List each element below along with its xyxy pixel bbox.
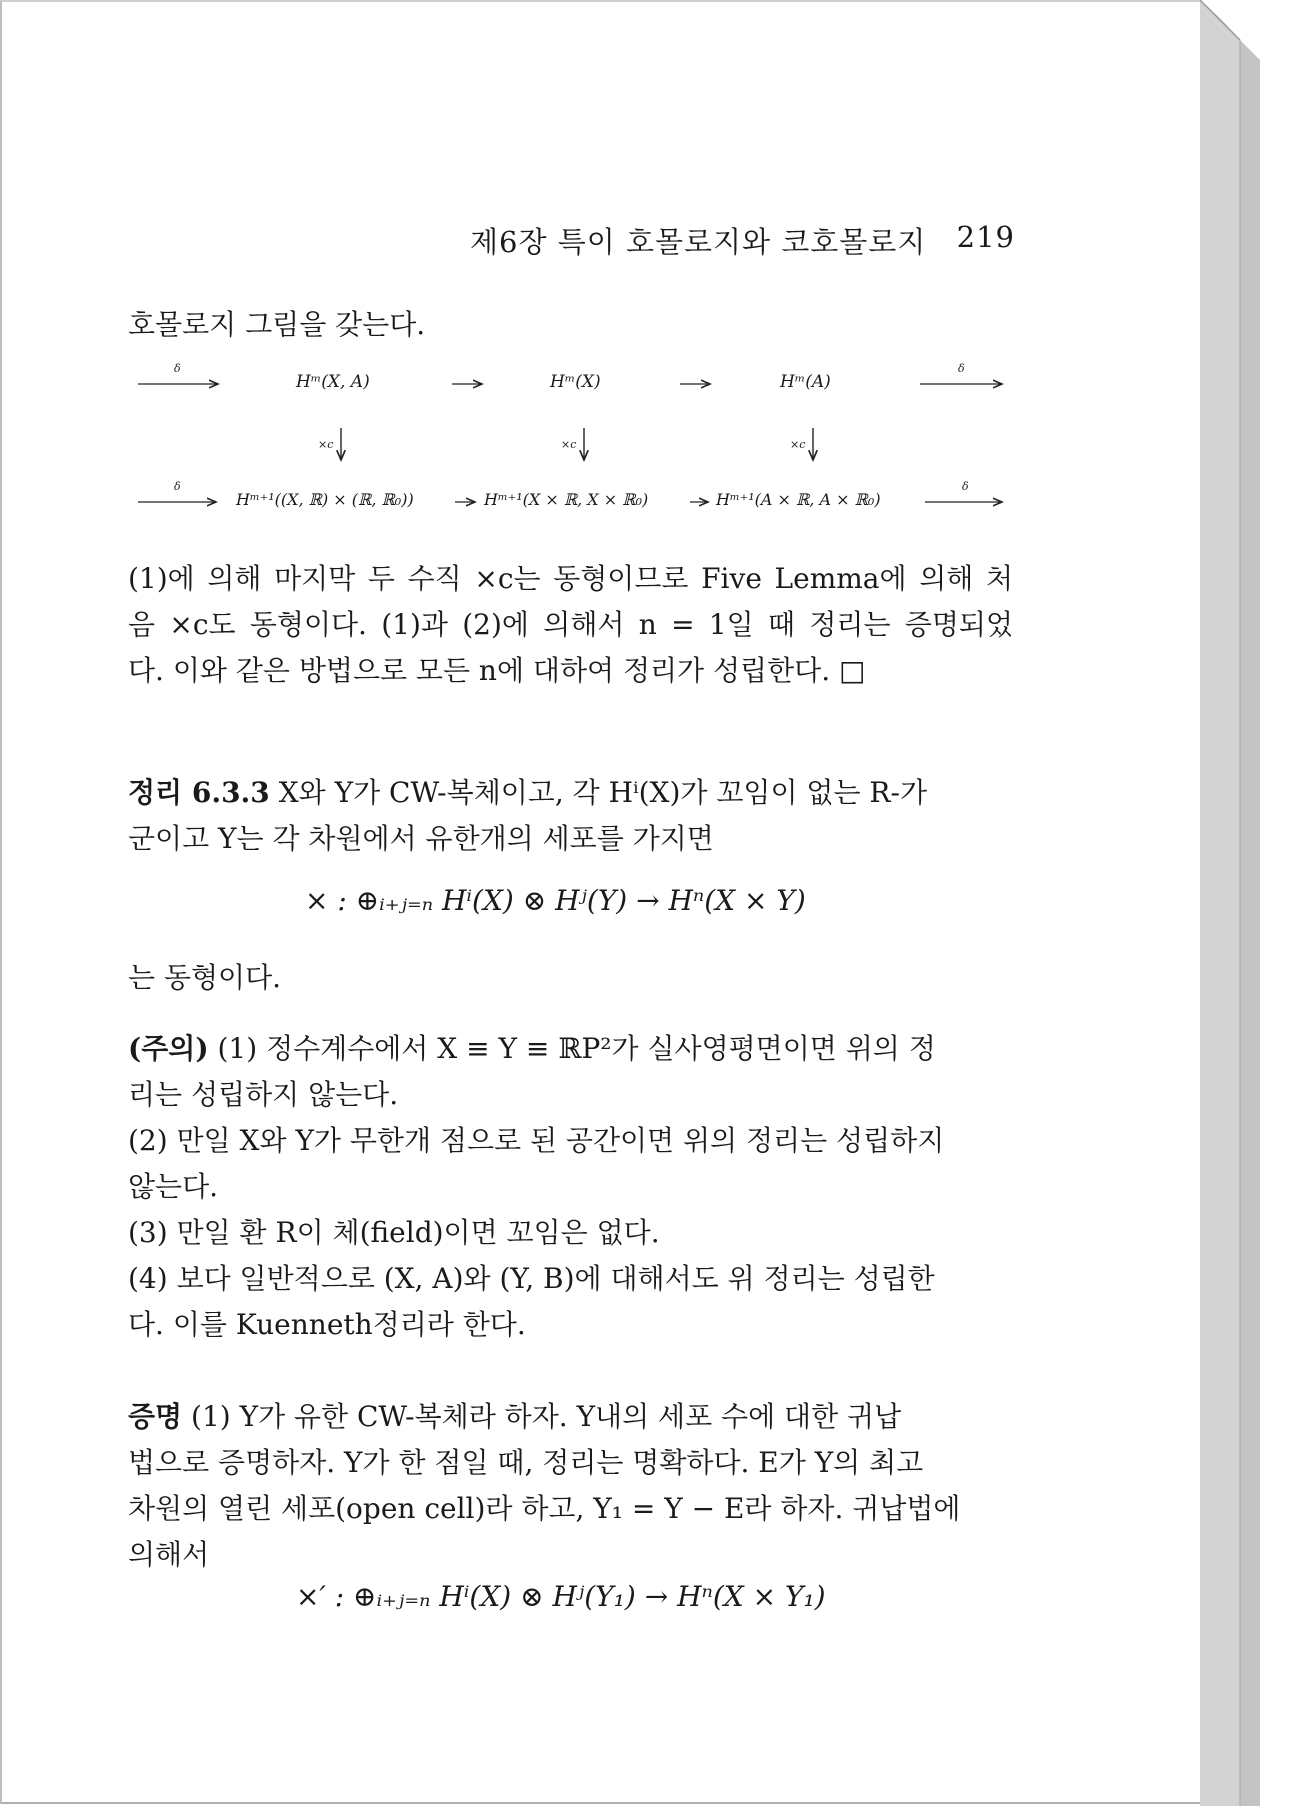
para1-line2: 음 ×c도 동형이다. (1)과 (2)에 의해서 n = 1일 때 정리는 증명되었 <box>128 608 1013 641</box>
proof-formula: ×′ : ⊕ᵢ₊ⱼ₌ₙ Hⁱ(X) ⊗ Hʲ(Y₁) → Hⁿ(X × Y₁) <box>296 1580 826 1613</box>
node-top-3: Hᵐ(A) <box>780 372 831 392</box>
intro-line: 호몰로지 그림을 갖는다. <box>128 308 426 341</box>
delta-label-bottom-right: δ <box>962 480 969 493</box>
theorem-line2: 군이고 Y는 각 차원에서 유한개의 세포를 가지면 <box>128 822 714 855</box>
remark-line3: (2) 만일 X와 Y가 무한개 점으로 된 공간이면 위의 정리는 성립하지 <box>128 1124 945 1157</box>
proof-line2: 법으로 증명하자. Y가 한 점일 때, 정리는 명확하다. E가 Y의 최고 <box>128 1446 924 1479</box>
commutative-diagram <box>130 360 1010 520</box>
delta-label-top-right: δ <box>958 362 965 375</box>
proof-line3: 차원의 열린 세포(open cell)라 하고, Y₁ = Y − E라 하자. 귀납법에 <box>128 1492 961 1525</box>
book-edge <box>1200 0 1260 1806</box>
theorem-label: 정리 6.3.3 <box>128 776 270 809</box>
remark-line4: 않는다. <box>128 1170 219 1203</box>
chapter-title: 제6장 특이 호몰로지와 코호몰로지 <box>470 225 927 259</box>
times-c-label-3: ×c <box>790 438 806 451</box>
remark-line2: 리는 성립하지 않는다. <box>128 1078 399 1111</box>
proof-text-1: (1) Y가 유한 CW-복체라 하자. Y내의 세포 수에 대한 귀납 <box>191 1400 902 1433</box>
remark-line6: (4) 보다 일반적으로 (X, A)와 (Y, B)에 대해서도 위 정리는 성립한 <box>128 1262 935 1295</box>
delta-label-bottom-left: δ <box>174 480 181 493</box>
para1-line1: (1)에 의해 마지막 두 수직 ×c는 동형이므로 Five Lemma에 의해 처 <box>128 562 1014 595</box>
node-bottom-1: Hᵐ⁺¹((X, ℝ) × (ℝ, ℝ₀)) <box>236 490 414 509</box>
times-c-label-2: ×c <box>561 438 577 451</box>
theorem-formula: × : ⊕ᵢ₊ⱼ₌ₙ Hⁱ(X) ⊗ Hʲ(Y) → Hⁿ(X × Y) <box>305 884 806 917</box>
proof-label: 증명 <box>128 1400 183 1433</box>
node-bottom-2: Hᵐ⁺¹(X × ℝ, X × ℝ₀) <box>484 490 649 509</box>
running-header <box>470 220 1015 261</box>
proof-line1 <box>128 1394 1013 1440</box>
delta-label-top-left: δ <box>174 362 181 375</box>
page-number: 219 <box>956 220 1015 254</box>
proof-line4: 의해서 <box>128 1538 210 1571</box>
theorem-line1 <box>128 770 1013 816</box>
para1-line3: 다. 이와 같은 방법으로 모든 n에 대하여 정리가 성립한다. □ <box>128 654 866 687</box>
theorem-text-1: X와 Y가 CW-복체이고, 각 Hⁱ(X)가 꼬임이 없는 R-가 <box>278 776 927 809</box>
remark-line5: (3) 만일 환 R이 체(field)이면 꼬임은 없다. <box>128 1216 660 1249</box>
node-top-1: Hᵐ(X, A) <box>296 372 370 392</box>
remark-text-1: (1) 정수계수에서 X ≡ Y ≡ ℝP²가 실사영평면이면 위의 정 <box>217 1032 936 1065</box>
theorem-after: 는 동형이다. <box>128 961 282 994</box>
node-top-2: Hᵐ(X) <box>550 372 601 392</box>
remark-line7: 다. 이를 Kuenneth정리라 한다. <box>128 1308 526 1341</box>
remark-label: (주의) <box>128 1032 209 1065</box>
remark-line1 <box>128 1026 1013 1072</box>
node-bottom-3: Hᵐ⁺¹(A × ℝ, A × ℝ₀) <box>716 490 881 509</box>
times-c-label-1: ×c <box>318 438 334 451</box>
